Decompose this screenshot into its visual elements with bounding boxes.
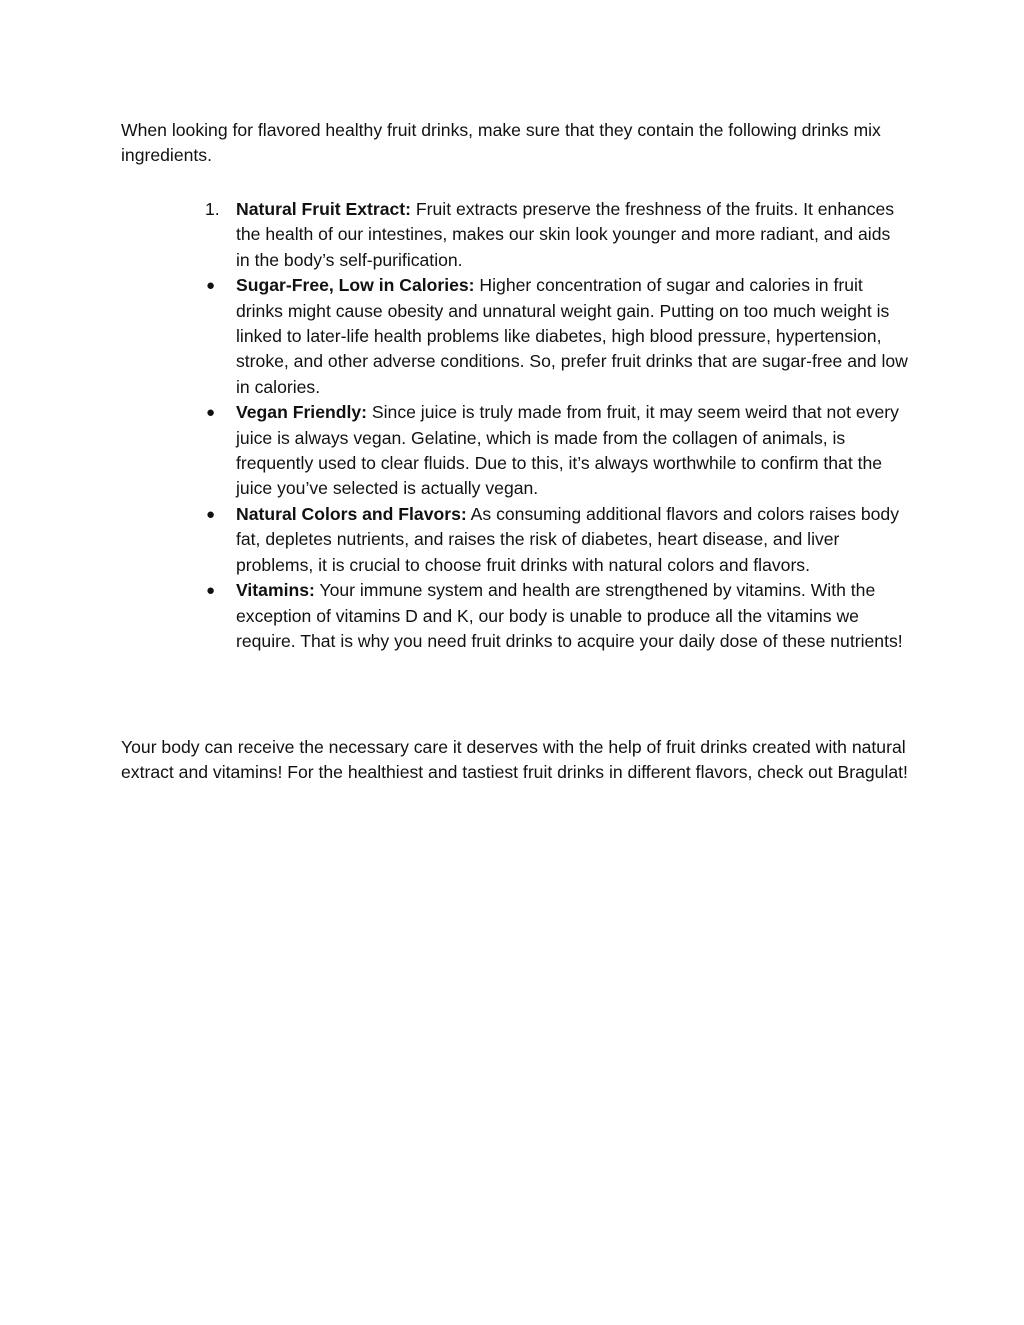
ingredient-list [0, 197, 1024, 654]
list-item [0, 400, 908, 502]
intro-paragraph: When looking for flavored healthy fruit drinks, make sure that they contain the following drinks mix ingredients. [121, 120, 881, 166]
list-item-text: As consuming additional flavors and colors raises body fat, depletes nutrients, and raises the risk of diabetes, heart disease, and liver problems, it is crucial to choose fruit drinks with natural colors and flavors. [236, 503, 899, 575]
list-number: 1. [205, 199, 220, 219]
list-item-term: Vegan Friendly: [236, 402, 368, 423]
list-item [0, 578, 908, 654]
bullet-icon: ● [206, 404, 216, 422]
bullet-icon: ● [206, 277, 216, 295]
list-item-term: Sugar-Free, Low in Calories: [236, 275, 475, 296]
list-item-text: Higher concentration of sugar and calories in fruit drinks might cause obesity and unnatural weight gain. Putting on too much weight is linked to later-life health problems like diabetes, high blood pressure, hypertension, stroke, and other adverse conditions. So, prefer fruit drinks that are sugar-free and low in calories. [236, 275, 908, 397]
bullet-icon: ● [206, 582, 216, 600]
list-item [0, 273, 908, 400]
list-item [0, 197, 908, 273]
list-item-text: Your immune system and health are strengthened by vitamins. With the exception of vitamins D and K, our body is unable to produce all the vitamins we require. That is why you need fruit drinks to acquire your daily dose of these nutrients! [236, 580, 903, 651]
closing-paragraph: Your body can receive the necessary care it deserves with the help of fruit drinks created with natural extract and vitamins! For the healthiest and tastiest fruit drinks in different flavors, check out Bragulat! [121, 737, 908, 783]
list-item-text: Since juice is truly made from fruit, it may seem weird that not every juice is always vegan. Gelatine, which is made from the collagen of animals, is frequently used to clear fluids. Due to this, it’s always worthwhile to confirm that the juice you’ve selected is actually vegan. [236, 402, 899, 499]
bullet-icon: ● [206, 505, 216, 523]
list-item-text: Fruit extracts preserve the freshness of the fruits. It enhances the health of our intestines, makes our skin look younger and more radiant, and aids in the body’s self-purification. [236, 199, 895, 270]
list-item [0, 502, 908, 578]
list-item-term: Vitamins: [236, 580, 315, 601]
list-item-term: Natural Colors and Flavors: [236, 503, 467, 524]
list-item-term: Natural Fruit Extract: [236, 199, 411, 219]
